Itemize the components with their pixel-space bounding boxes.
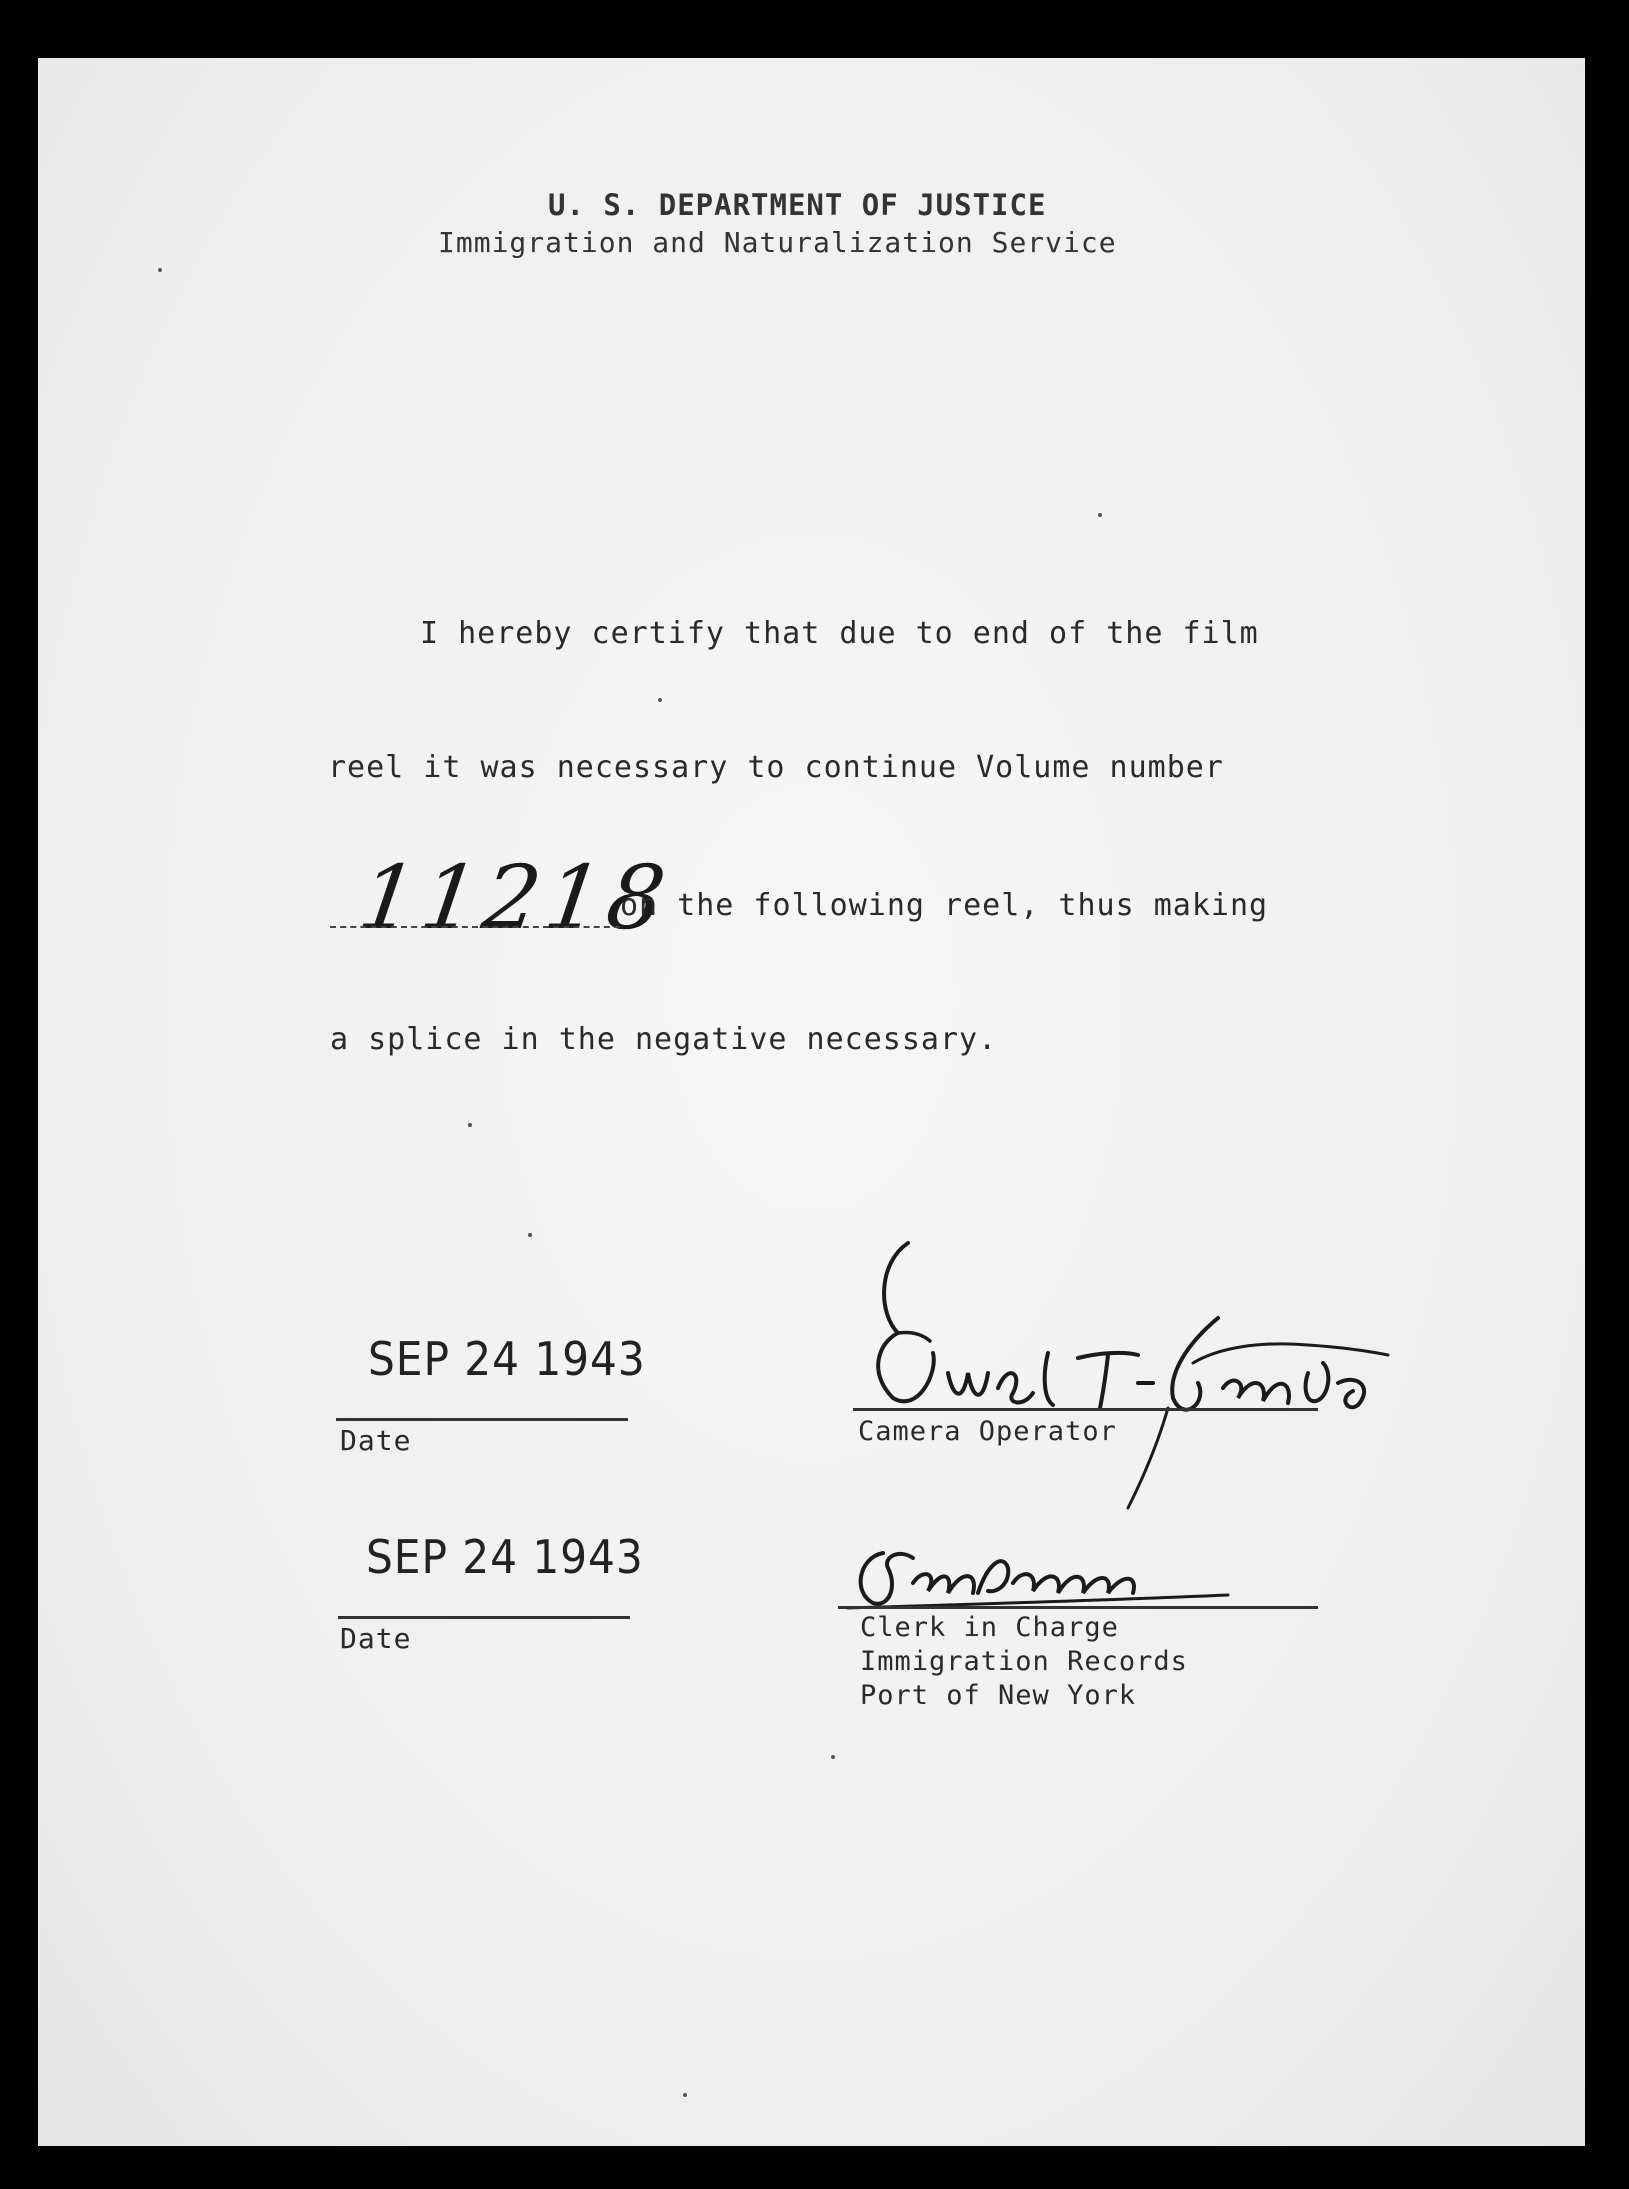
clerk-rule [838, 1606, 1318, 1609]
clerk-label-line-1: Clerk in Charge [860, 1612, 1119, 1643]
clerk-label-line-3: Port of New York [860, 1680, 1137, 1711]
clerk-date-rule [338, 1616, 630, 1619]
certification-line-4: a splice in the negative necessary. [330, 1022, 998, 1057]
paper-speck [831, 1755, 835, 1759]
clerk-date-stamp: SEP 24 1943 [366, 1530, 644, 1584]
clerk-date-label: Date [340, 1622, 412, 1655]
camera-date-rule [336, 1418, 628, 1421]
paper-speck [528, 1233, 532, 1237]
certification-line-2: reel it was necessary to continue Volume number [328, 750, 1224, 785]
service-heading: Immigration and Naturalization Service [438, 226, 1117, 259]
volume-number-blank-line [330, 926, 620, 928]
paper-speck [683, 2093, 687, 2097]
paper-speck [1098, 513, 1102, 517]
paper-speck [468, 1123, 472, 1127]
paper-speck [658, 698, 662, 702]
camera-operator-label: Camera Operator [858, 1416, 1117, 1447]
department-heading: U. S. DEPARTMENT OF JUSTICE [548, 188, 1047, 222]
camera-date-label: Date [340, 1424, 412, 1457]
camera-operator-signature [838, 1223, 1398, 1523]
volume-number-handwritten: 11218 [352, 846, 678, 949]
certification-line-3: on the following reel, thus making [620, 888, 1269, 923]
camera-date-stamp: SEP 24 1943 [368, 1332, 646, 1386]
certification-line-1: I hereby certify that due to end of the film [420, 616, 1259, 651]
document-page [38, 58, 1585, 2146]
camera-operator-rule [853, 1408, 1318, 1411]
clerk-label-line-2: Immigration Records [860, 1646, 1188, 1677]
paper-speck [158, 268, 162, 272]
